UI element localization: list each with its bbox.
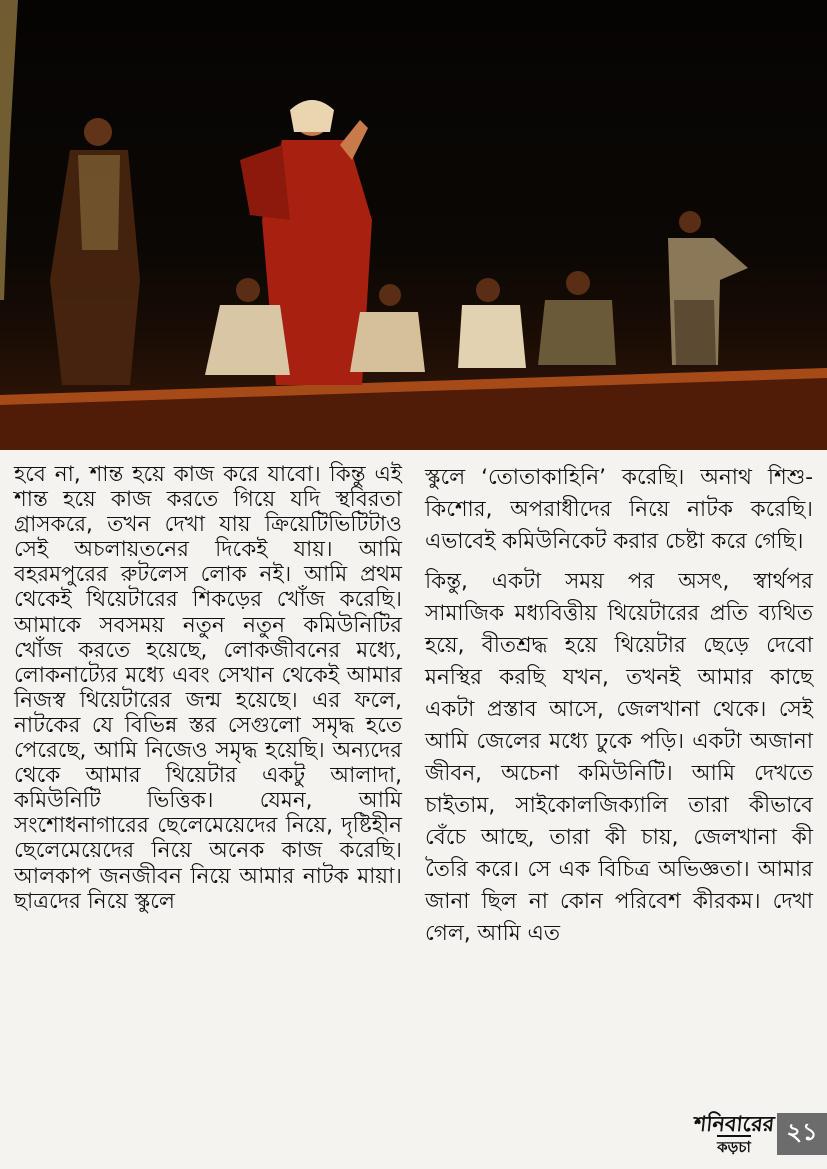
magazine-logo-line1: শনিবারের bbox=[692, 1110, 776, 1136]
right-paragraph-2: কিন্তু, একটা সময় পর অসৎ, স্বার্থপর সামাজিক মধ্যবিত্তীয় থিয়েটারের প্রতি ব্যথিত হয়ে, বীতশ্রদ্ধ হয়ে থিয়েটার ছেড়ে দেবো মনস্থির করছি যখন, তখনই আমার কাছে একটা প্রস্তাব আসে, জেলখানা থেকে। সেই আমি জেলের মধ্যে ঢুকে পড়ি। একটা অজানা জীবন, অচেনা কমিউনিটি। আমি দেখতে চাইতাম, সাইকোলজিক্যালি তারা কীভাবে বেঁচে আছে, তারা কী চায়, জেলখানা কী তৈরি করে। সে এক বিচিত্র অভিজ্ঞতা। আমার জানা ছিল না কোন পরিবেশ কীরকম। দেখা গেল, আমি এত bbox=[425, 569, 813, 946]
stage-photo-drawing bbox=[0, 0, 827, 450]
right-paragraph-1: স্কুলে ‘তোতাকাহিনি’ করেছি। অনাথ শিশু-কিশোর, অপরাধীদের নিয়ে নাটক করেছি। এভাবেই কমিউনিকেট করার চেষ্টা করে গেছি। bbox=[425, 465, 813, 554]
page-number: ২১ bbox=[777, 1113, 827, 1155]
magazine-logo-line2: কড়চা bbox=[717, 1135, 751, 1156]
left-text-column bbox=[14, 462, 402, 914]
right-text-column bbox=[425, 462, 813, 950]
left-paragraph-1: হবে না, শান্ত হয়ে কাজ করে যাবো। কিন্তু এই শান্ত হয়ে কাজ করতে গিয়ে যদি স্থবিরতা গ্রাসকরে, তখন দেখা যায় ক্রিয়েটিভিটিটাও সেই অচলায়তনের দিকেই যায়। আমি বহরমপুরের রুটলেস লোক নই। আমি প্রথম থেকেই থিয়েটারের শিকড়ের খোঁজ করেছি। আমাকে সবসময় নতুন নতুন কমিউনিটির খোঁজ করতে হয়েছে, লোকজীবনের মধ্যে, লোকনাট্যের মধ্যে এবং সেখান থেকেই আমার নিজস্ব থিয়েটারের জন্ম হয়েছে। এর ফলে, নাটকের যে বিভিন্ন স্তর সেগুলো সমৃদ্ধ হতে পেরেছে, আমি নিজেও সমৃদ্ধ হয়েছি। অন্যদের থেকে আমার থিয়েটার একটু আলাদা, কমিউনিটি ভিত্তিক। যেমন, আমি সংশোধনাগারের ছেলেমেয়েদের নিয়ে, দৃষ্টিহীন ছেলেমেয়েদের নিয়ে অনেক কাজ করেছি। আলকাপ জনজীবন নিয়ে আমার নাটক মায়া। ছাত্রদের নিয়ে স্কুলে bbox=[14, 462, 402, 914]
stage-photo bbox=[0, 0, 827, 450]
magazine-logo bbox=[690, 1108, 778, 1160]
